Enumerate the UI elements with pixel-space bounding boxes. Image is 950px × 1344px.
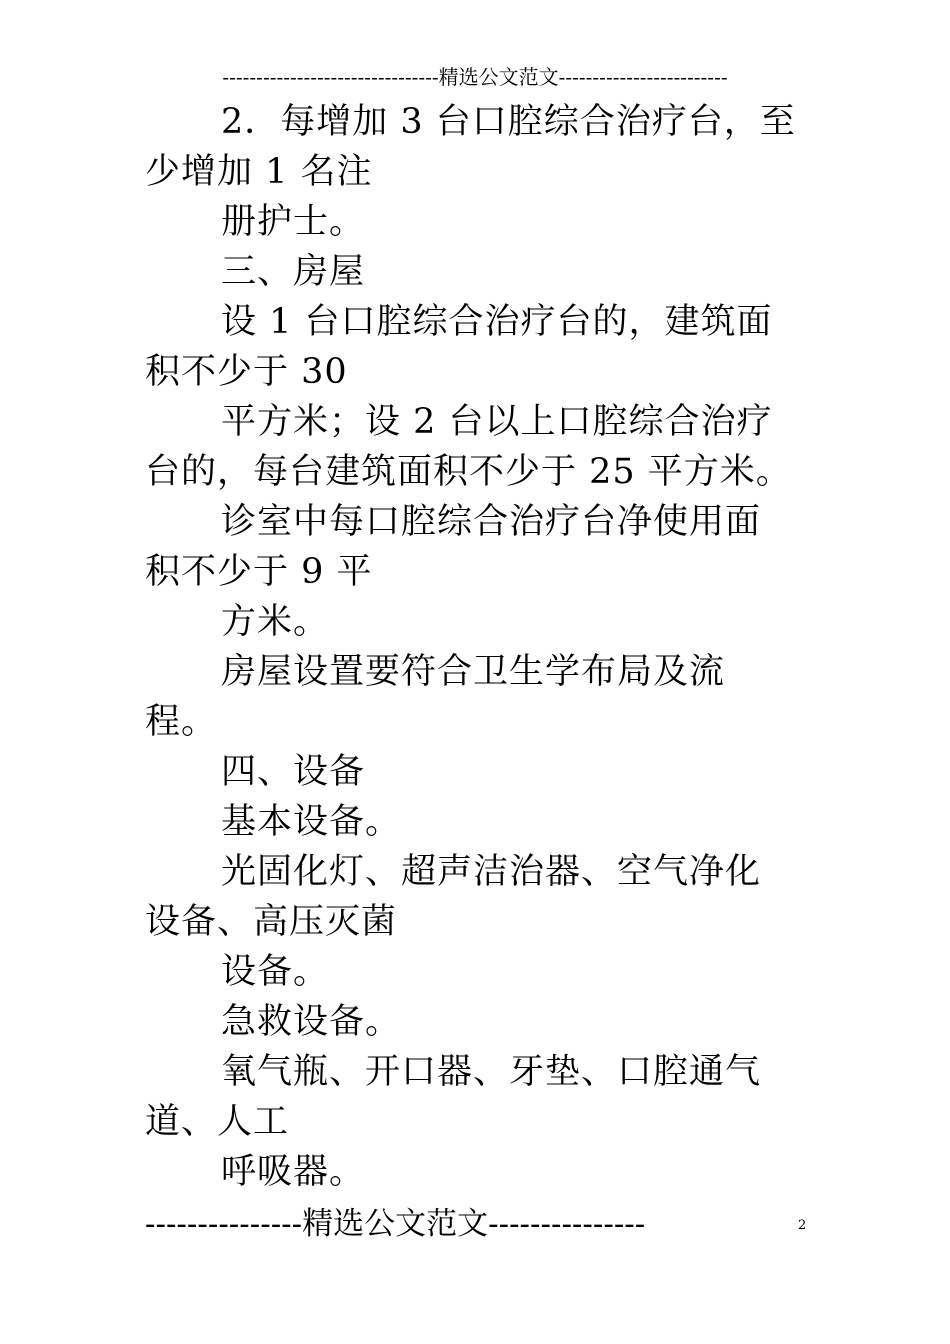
paragraph-line: 少增加 1 名注 (145, 152, 373, 192)
section-heading: 三、房屋 (221, 252, 366, 292)
paragraph-line: 册护士。 (221, 202, 366, 242)
paragraph-line: 积不少于 30 (145, 352, 348, 392)
page-number: 2 (798, 1218, 807, 1233)
paragraph-line: 氧气瓶、开口器、牙垫、口腔通气 (221, 1052, 762, 1092)
paragraph-line: 程。 (145, 702, 218, 742)
page-header: --------------------------------精选公文范文------------------------- (222, 65, 728, 89)
paragraph-line: 台的，每台建筑面积不少于 25 平方米。 (145, 452, 792, 492)
paragraph-line: 诊室中每口腔综合治疗台净使用面 (221, 502, 762, 542)
paragraph-line: 2．每增加 3 台口腔综合治疗台，至 (221, 102, 796, 142)
paragraph-line: 设备、高压灭菌 (145, 902, 398, 942)
paragraph-line: 基本设备。 (221, 802, 402, 842)
paragraph-line: 平方米；设 2 台以上口腔综合治疗 (221, 402, 773, 442)
paragraph-line: 光固化灯、超声洁治器、空气净化 (221, 852, 762, 892)
paragraph-line: 设备。 (221, 952, 330, 992)
paragraph-line: 道、人工 (145, 1102, 290, 1142)
paragraph-line: 急救设备。 (221, 1002, 402, 1042)
paragraph-line: 房屋设置要符合卫生学布局及流 (221, 652, 726, 692)
paragraph-line: 呼吸器。 (221, 1152, 366, 1192)
section-heading: 四、设备 (221, 752, 366, 792)
paragraph-line: 方米。 (221, 602, 330, 642)
page-footer: ---------------精选公文范文--------------- (145, 1206, 646, 1242)
paragraph-line: 积不少于 9 平 (145, 552, 373, 592)
paragraph-line: 设 1 台口腔综合治疗台的，建筑面 (221, 302, 773, 342)
